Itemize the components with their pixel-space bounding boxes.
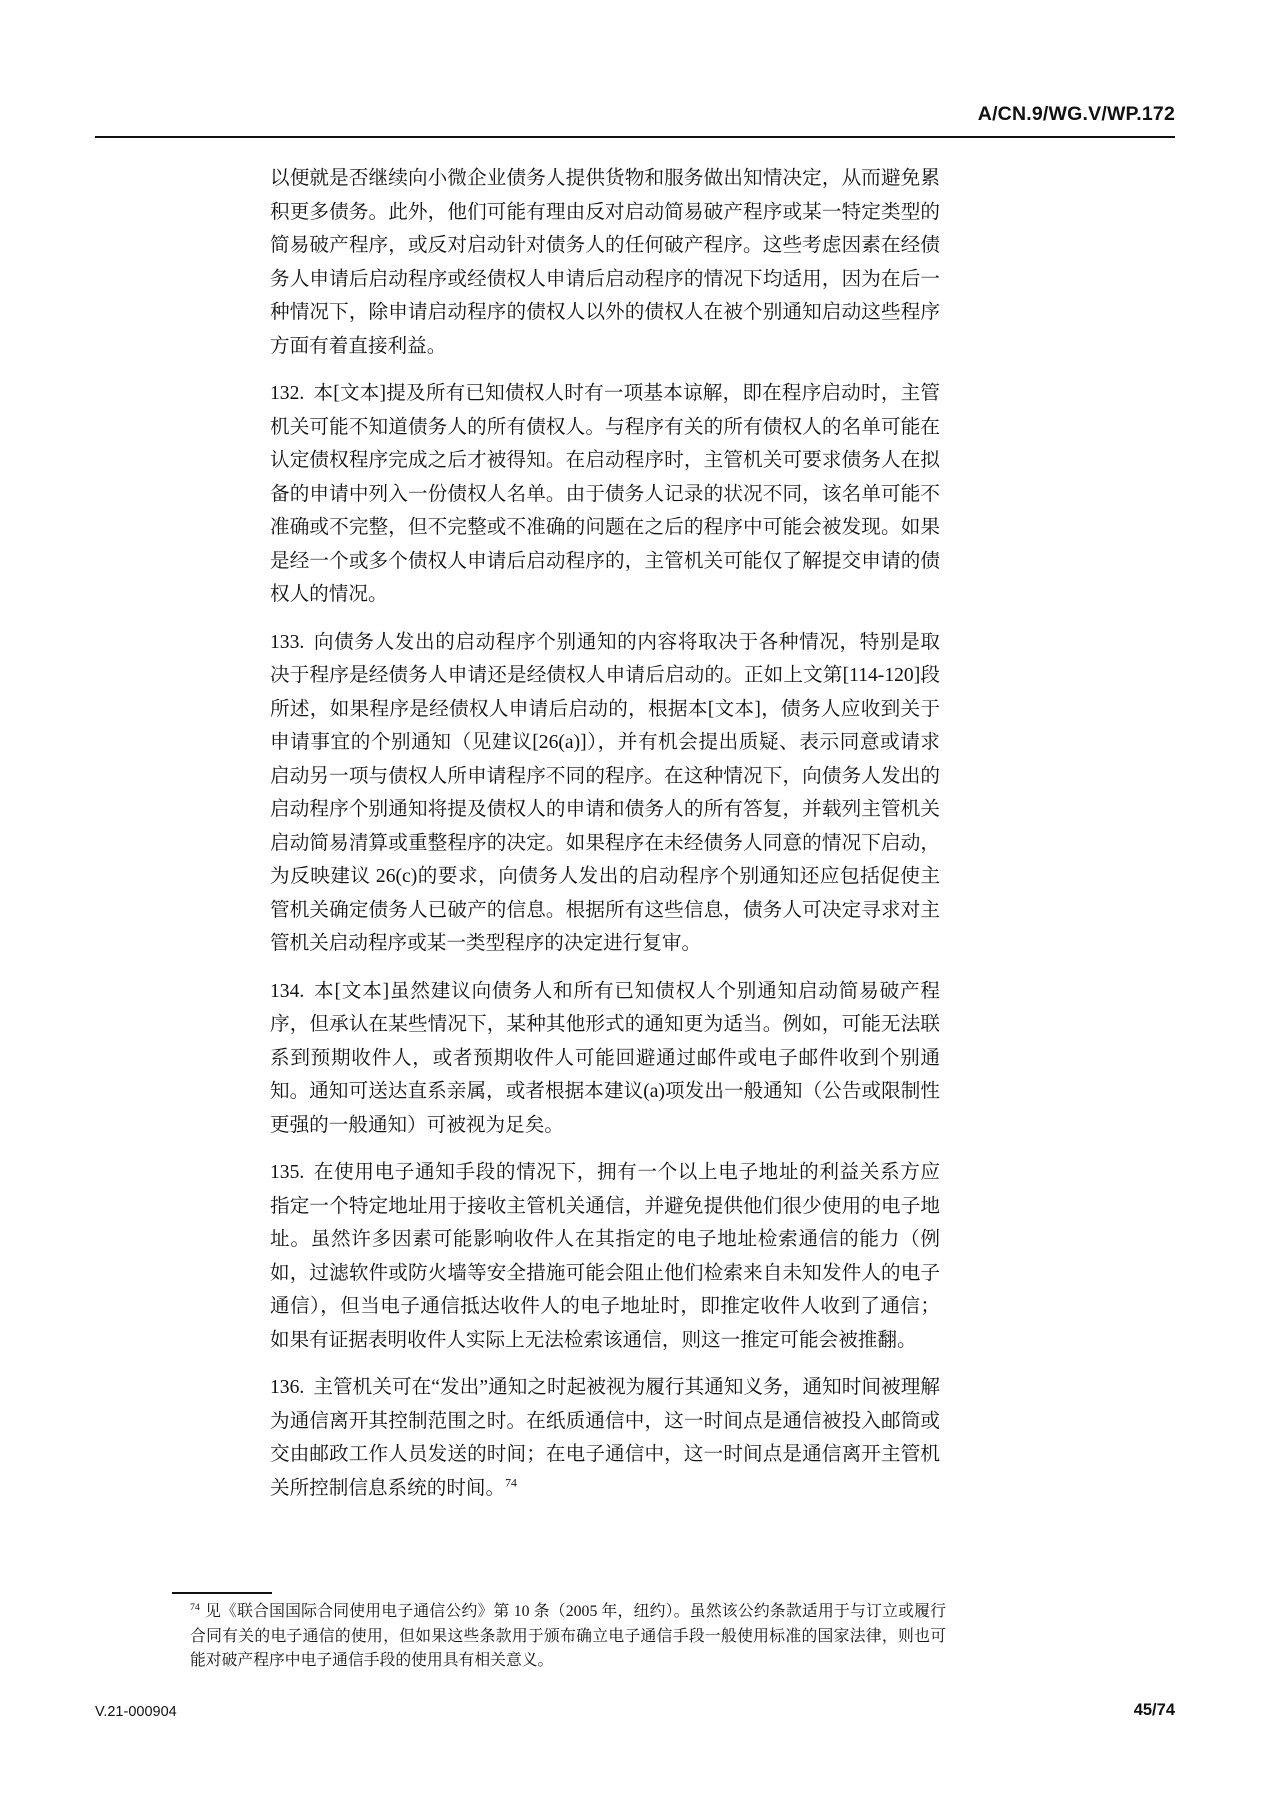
footnote-separator — [172, 1592, 272, 1594]
paragraph-text: 本[文本]虽然建议向债务人和所有已知债权人个别通知启动简易破产程序，但承认在某些情况下，某种其他形式的通知更为适当。例如，可能无法联系到预期收件人，或者预期收件人可能回避通过邮件或电子邮件收到个别通知。通知可送达直系亲属，或者根据本建议(a)项发出一般通知（公告或限制性更强的一般通知）可被视为足矣。 — [270, 980, 940, 1136]
document-symbol: A/CN.9/WG.V/WP.172 — [977, 103, 1175, 125]
paragraph-number: 136. — [270, 1377, 305, 1398]
footnote-text: 见《联合国国际合同使用电子通信公约》第 10 条（2005 年，纽约）。虽然该公约条款适用于与订立或履行合同有关的电子通信的使用，但如果这些条款用于颁布确立电子通信手段一般使用标准的国家法律，则也可能对破产程序中电子通信手段的使用具有相关意义。 — [190, 1603, 946, 1670]
header-rule — [95, 136, 1175, 138]
paragraph-text: 向债务人发出的启动程序个别通知的内容将取决于各种情况，特别是取决于程序是经债务人申请还是经债权人申请后启动的。正如上文第[114-120]段所述，如果程序是经债权人申请后启动的，根据本[文本]，债务人应收到关于申请事宜的个别通知（见建议[26(a)]），并有机会提出质疑、表示同意或请求启动另一项与债权人所申请程序不同的程序。在这种情况下，向债务人发出的启动程序个别通知将提及债权人的申请和债务人的所有答复，并载列主管机关启动简易清算或重整程序的决定。如果程序在未经债务人同意的情况下启动，为反映建议 26(c)的要求，向债务人发出的启动程序个别通知还应包括促使主管机关确定债务人已破产的信息。根据所有这些信息，债务人可决定寻求对主管机关启动程序或某一类型程序的决定进行复审。 — [270, 631, 940, 954]
footnote-74 — [190, 1600, 946, 1674]
paragraph-136 — [270, 1371, 940, 1505]
paragraph-131-continuation — [270, 162, 940, 363]
paragraph-text: 本[文本]提及所有已知债权人时有一项基本谅解，即在程序启动时，主管机关可能不知道债务人的所有债权人。与程序有关的所有债权人的名单可能在认定债权程序完成之后才被得知。在启动程序时，主管机关可要求债务人在拟备的申请中列入一份债权人名单。由于债务人记录的状况不同，该名单可能不准确或不完整，但不完整或不准确的问题在之后的程序中可能会被发现。如果是经一个或多个债权人申请后启动程序的，主管机关可能仅了解提交申请的债权人的情况。 — [270, 383, 940, 605]
paragraph-number: 134. — [270, 980, 305, 1002]
job-number: V.21-000904 — [95, 1704, 177, 1720]
paragraph-text: 主管机关可在“发出”通知之时起被视为履行其通知义务，通知时间被理解为通信离开其控制范围之时。在纸质通信中，这一时间点是通信被投入邮筒或交由邮政工作人员发送的时间；在电子通信中，这一时间点是通信离开主管机关所控制信息系统的时间。 — [270, 1377, 940, 1499]
paragraph-text: 在使用电子通知手段的情况下，拥有一个以上电子地址的利益关系方应指定一个特定地址用于接收主管机关通信，并避免提供他们很少使用的电子地址。虽然许多因素可能影响收件人在其指定的电子地址检索通信的能力（例如，过滤软件或防火墙等安全措施可能会阻止他们检索来自未知发件人的电子通信），但当电子通信抵达收件人的电子地址时，即推定收件人收到了通信；如果有证据表明收件人实际上无法检索该通信，则这一推定可能会被推翻。 — [270, 1162, 940, 1351]
document-body — [270, 162, 940, 1519]
paragraph-134 — [270, 975, 940, 1143]
page-number: 45/74 — [1133, 1701, 1175, 1719]
paragraph-text: 以便就是否继续向小微企业债务人提供货物和服务做出知情决定，从而避免累积更多债务。此外，他们可能有理由反对启动简易破产程序或某一特定类型的简易破产程序，或反对启动针对债务人的任何破产程序。这些考虑因素在经债务人申请后启动程序或经债权人申请后启动程序的情况下均适用，因为在后一种情况下，除申请启动程序的债权人以外的债权人在被个别通知启动这些程序方面有着直接利益。 — [270, 168, 940, 357]
paragraph-number: 133. — [270, 631, 305, 653]
paragraph-132 — [270, 377, 940, 612]
paragraph-number: 132. — [270, 383, 305, 404]
footnote-marker: 74 — [190, 1601, 200, 1613]
footnote-reference-74: 74 — [505, 1475, 517, 1489]
paragraph-133 — [270, 626, 940, 961]
paragraph-135 — [270, 1156, 940, 1357]
paragraph-number: 135. — [270, 1162, 305, 1183]
